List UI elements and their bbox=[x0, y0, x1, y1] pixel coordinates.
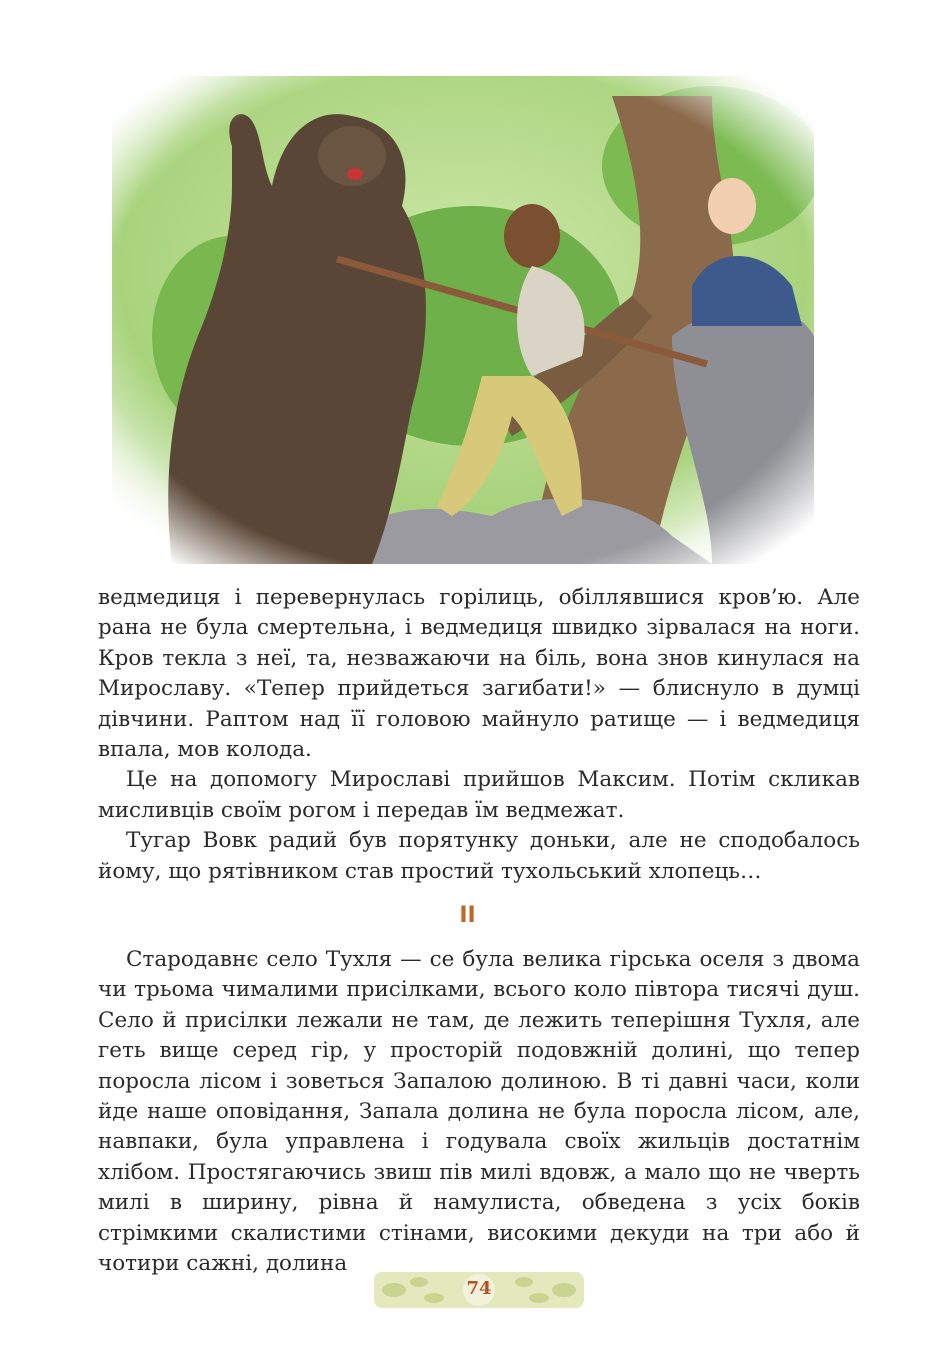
text-block-top bbox=[98, 583, 860, 887]
bear-and-hunter-illustration-icon bbox=[112, 76, 814, 564]
page-footer bbox=[374, 1268, 584, 1312]
text-block-bottom bbox=[98, 945, 860, 1279]
paragraph: Стародавнє село Тухля — се була велика гірська оселя з двома чи трьома чималими присілками, всього коло півтора тисячі душ. Село й присілки лежали не там, де лежить теперішня Тухля, але геть вище серед гір, у просторій подовжній долині, що тепер поросла лісом і зоветься Запалою долиною. В ті давні часи, коли йде наше оповідання, Запала долина не була поросла лісом, але, навпаки, була управлена і годувала своїх жильців достатнім хлібом. Простягаючись звиш пів милі вдовж, а мало що не чверть милі в ширину, рівна й намулиста, обведена з усіх боків стрімкими скалистими стінами, високими декуди на три або й чотири сажні, долина bbox=[98, 947, 860, 1277]
paragraph: Тугар Вовк радий був порятунку доньки, але не сподобалось йому, що рятівником став простий тухольський хлопець… bbox=[98, 828, 860, 884]
page-number: 74 bbox=[466, 1278, 492, 1299]
paragraph: ведмедиця і перевернулась горілиць, обіллявшися кров’ю. Але рана не була смертельна, і ведмедиця швидко зірвалася на ноги. Кров текла з неї, та, незважаючи на біль, вона знов кинулася на Мирославу. «Тепер прийдеться загибати!» — блиснуло в думці дівчини. Раптом над її головою майнуло ратище — і ведмедиця впала, мов колода. bbox=[98, 585, 860, 763]
story-illustration bbox=[112, 76, 814, 564]
paragraph: Це на допомогу Мирославі прийшов Максим. Потім скликав мисливців своїм рогом і передав їм ведмежат. bbox=[98, 767, 860, 823]
section-heading: II bbox=[459, 903, 476, 928]
